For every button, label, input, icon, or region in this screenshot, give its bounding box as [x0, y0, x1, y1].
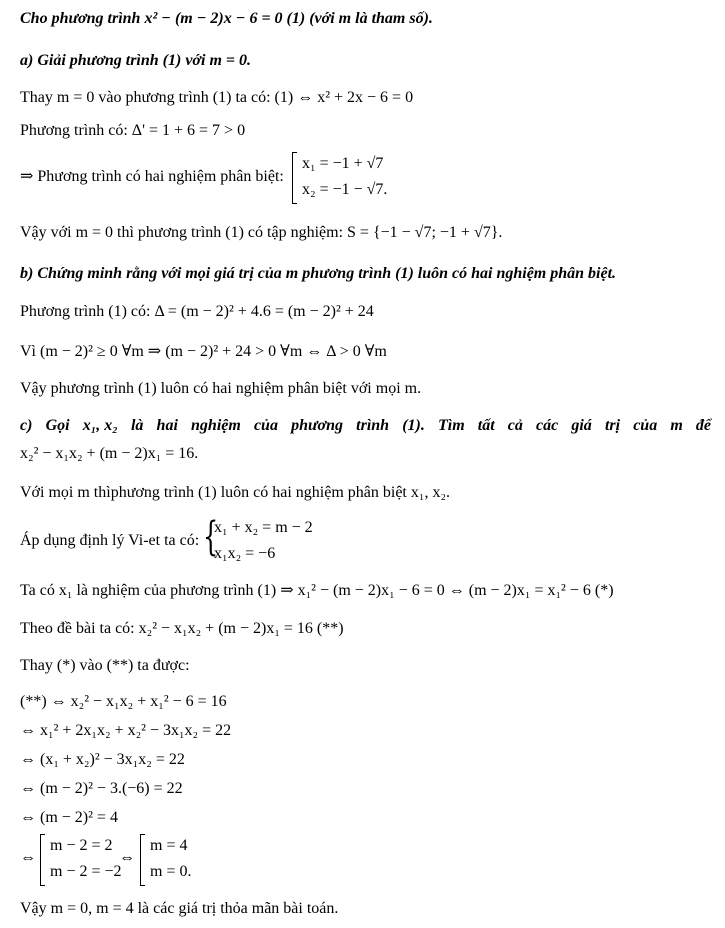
part-c-title-word: Tìm: [437, 417, 465, 434]
case-2a: m = 4: [150, 837, 188, 854]
part-c-title-word: Gọi: [45, 417, 70, 434]
part-c-title-word: trị: [604, 417, 621, 434]
part-c-line2: Áp dụng định lý Vi-et ta có:: [20, 532, 200, 549]
vieta-brace: {: [203, 514, 219, 560]
part-c-title-word: x₁, x₂: [82, 417, 118, 434]
step-6-equiv: ⇔: [119, 849, 135, 866]
part-a-line1: Thay m = 0 vào phương trình (1) ta có: (1) ⇔ x² + 2x − 6 = 0: [20, 89, 414, 106]
part-c-line3: Ta có x₁ là nghiệm của phương trình (1) ⇒ x₁² − (m − 2)x₁ − 6 = 0 ⇔ (m − 2)x₁ = x₁² − 6 (*): [20, 582, 614, 599]
roots-bracket: [292, 152, 297, 204]
part-a-line3: ⇒ Phương trình có hai nghiệm phân biệt:: [20, 168, 284, 185]
part-c-title-word: của: [633, 417, 658, 434]
step-6-arrow: ⇔: [20, 849, 36, 866]
part-c-line5: Thay (*) vào (**) ta được:: [20, 657, 190, 674]
cases-bracket-1: [40, 834, 45, 886]
part-a-conclusion: Vậy với m = 0 thì phương trình (1) có tập nghiệm: S = {−1 − √7; −1 + √7}.: [20, 224, 503, 241]
final-conclusion: Vậy m = 0, m = 4 là các giá trị thỏa mãn bài toán.: [20, 900, 339, 917]
part-a-line2: Phương trình có: Δ' = 1 + 6 = 7 > 0: [20, 122, 246, 139]
part-c-title-word: các: [536, 417, 559, 434]
step-1: (**) ⇔ x₂² − x₁x₂ + x₁² − 6 = 16: [20, 693, 227, 710]
problem-statement: Cho phương trình x² − (m − 2)x − 6 = 0 (1) (với m là tham số).: [20, 10, 433, 27]
part-b-line3: Vậy phương trình (1) luôn có hai nghiệm phân biệt với mọi m.: [20, 380, 422, 397]
part-c-title-word: hai: [156, 417, 178, 434]
part-c-title-word: của: [253, 417, 278, 434]
part-b-title: b) Chứng minh rằng với mọi giá trị của m phương trình (1) luôn có hai nghiệm phân biệt.: [20, 265, 617, 282]
part-b-line2: Vì (m − 2)² ≥ 0 ∀m ⇒ (m − 2)² + 24 > 0 ∀m ⇔ Δ > 0 ∀m: [20, 343, 387, 360]
part-c-title: [20, 416, 711, 436]
part-c-title-word: để: [695, 417, 711, 434]
part-c-title-word: nghiệm: [191, 417, 241, 434]
part-c-title-word: c): [20, 417, 33, 434]
step-5: ⇔ (m − 2)² = 4: [20, 809, 118, 826]
step-3: ⇔ (x₁ + x₂)² − 3x₁x₂ = 22: [20, 751, 185, 768]
part-c-line4: Theo đề bài ta có: x₂² − x₁x₂ + (m − 2)x₁ = 16 (**): [20, 620, 344, 637]
case-2b: m = 0.: [150, 863, 192, 880]
part-c-title-line2: x₂² − x₁x₂ + (m − 2)x₁ = 16.: [20, 445, 199, 462]
case-1b: m − 2 = −2: [50, 863, 122, 880]
step-4: ⇔ (m − 2)² − 3.(−6) = 22: [20, 780, 183, 797]
vieta-sum: x₁ + x₂ = m − 2: [214, 519, 313, 536]
cases-bracket-2: [140, 834, 145, 886]
root-2: x₂ = −1 − √7.: [302, 181, 388, 198]
part-c-title-word: trình: [356, 417, 390, 434]
part-c-title-word: giá: [571, 417, 592, 434]
part-c-title-word: cả: [507, 417, 523, 434]
part-c-title-word: (1).: [402, 417, 425, 434]
part-c-title-word: phương: [291, 417, 344, 434]
vieta-product: x₁x₂ = −6: [214, 545, 276, 562]
part-c-title-word: m: [670, 417, 683, 434]
part-c-title-word: tất: [477, 417, 495, 434]
part-b-line1: Phương trình (1) có: Δ = (m − 2)² + 4.6 = (m − 2)² + 24: [20, 303, 374, 320]
case-1a: m − 2 = 2: [50, 837, 113, 854]
part-c-line1: Với mọi m thìphương trình (1) luôn có hai nghiệm phân biệt x₁, x₂.: [20, 484, 451, 501]
root-1: x₁ = −1 + √7: [302, 155, 384, 172]
part-a-title: a) Giải phương trình (1) với m = 0.: [20, 52, 252, 69]
part-c-title-word: là: [130, 417, 144, 434]
step-2: ⇔ x₁² + 2x₁x₂ + x₂² − 3x₁x₂ = 22: [20, 722, 232, 739]
